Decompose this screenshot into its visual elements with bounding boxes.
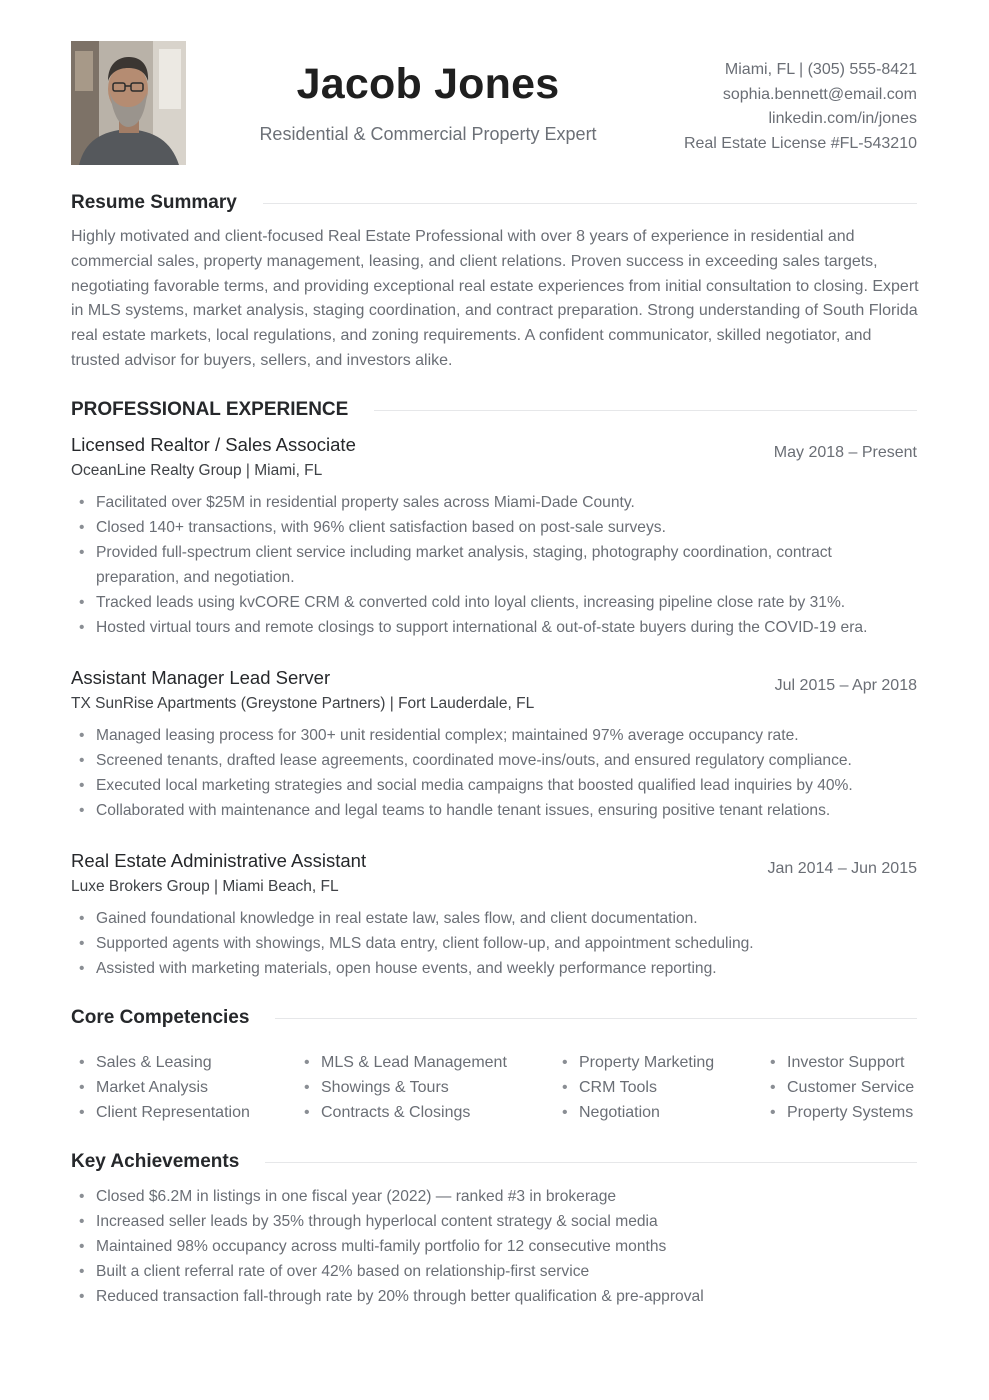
list-item: • Closed 140+ transactions, with 96% client satisfaction based on post-sale surveys.	[71, 515, 917, 540]
list-item: • Property Systems	[762, 1100, 914, 1125]
list-item: • Gained foundational knowledge in real estate law, sales flow, and client documentation.	[71, 906, 917, 931]
list-item: • Executed local marketing strategies and social media campaigns that boosted qualified lead inquiries by 40%.	[71, 773, 917, 798]
list-item: • Managed leasing process for 300+ unit residential complex; maintained 97% average occupancy rate.	[71, 723, 917, 748]
achievements-list	[71, 1184, 917, 1309]
candidate-name: Jacob Jones	[296, 60, 560, 108]
job-bullets	[71, 723, 917, 823]
list-item: • Closed $6.2M in listings in one fiscal year (2022) — ranked #3 in brokerage	[71, 1184, 917, 1209]
job-organization: Luxe Brokers Group | Miami Beach, FL	[71, 878, 339, 895]
list-item: • MLS & Lead Management	[296, 1050, 507, 1075]
list-item: • Client Representation	[71, 1100, 250, 1125]
competency-column	[762, 1050, 914, 1125]
list-item: • Collaborated with maintenance and legal teams to handle tenant issues, ensuring positive tenant relations.	[71, 798, 917, 823]
profile-photo	[71, 41, 186, 165]
list-item: • Hosted virtual tours and remote closings to support international & out-of-state buyers during the COVID-19 era.	[71, 615, 917, 640]
job-dates: Jan 2014 – Jun 2015	[767, 860, 917, 877]
list-item: • Facilitated over $25M in residential property sales across Miami-Dade County.	[71, 490, 917, 515]
experience-heading-row	[71, 399, 917, 421]
list-item: • Built a client referral rate of over 42% based on relationship-first service	[71, 1259, 917, 1284]
list-item: • Investor Support	[762, 1050, 914, 1075]
list-item: • Tracked leads using kvCORE CRM & converted cold into loyal clients, increasing pipeline close rate by 31%.	[71, 590, 917, 615]
competencies-heading-row	[71, 1007, 917, 1029]
list-item: • Screened tenants, drafted lease agreements, coordinated move-ins/outs, and ensured regulatory compliance.	[71, 748, 917, 773]
job-bullets	[71, 490, 917, 640]
job-bullets	[71, 906, 917, 981]
list-item: • Provided full-spectrum client service including market analysis, staging, photography coordination, contract preparation, and negotiation.	[71, 540, 917, 590]
divider	[263, 203, 917, 204]
job-title: Real Estate Administrative Assistant	[71, 850, 367, 871]
list-item: • Increased seller leads by 35% through hyperlocal content strategy & social media	[71, 1209, 917, 1234]
achievements-heading: Key Achievements	[71, 1151, 240, 1172]
candidate-tagline: Residential & Commercial Property Expert	[259, 124, 597, 144]
competency-column	[71, 1050, 250, 1125]
job-organization: TX SunRise Apartments (Greystone Partners) | Fort Lauderdale, FL	[71, 695, 535, 712]
list-item: • Customer Service	[762, 1075, 914, 1100]
job-entry	[71, 665, 917, 823]
divider	[265, 1162, 917, 1163]
job-title: Licensed Realtor / Sales Associate	[71, 434, 356, 455]
divider	[275, 1018, 917, 1019]
list-item: • Assisted with marketing materials, open house events, and weekly performance reporting.	[71, 956, 917, 981]
list-item: • CRM Tools	[554, 1075, 714, 1100]
competency-column	[296, 1050, 507, 1125]
contact-location-phone: Miami, FL | (305) 555-8421	[724, 61, 917, 78]
list-item: • Negotiation	[554, 1100, 714, 1125]
contact-email[interactable]: sophia.bennett@email.com	[722, 85, 917, 103]
competencies-heading: Core Competencies	[71, 1007, 250, 1028]
summary-heading: Resume Summary	[71, 192, 237, 213]
experience-heading: PROFESSIONAL EXPERIENCE	[71, 399, 349, 420]
contact-linkedin[interactable]: linkedin.com/in/jones	[768, 110, 917, 128]
job-dates: Jul 2015 – Apr 2018	[774, 677, 917, 694]
achievements-heading-row	[71, 1151, 917, 1173]
list-item: • Reduced transaction fall-through rate by 20% through better qualification & pre-approval	[71, 1284, 917, 1309]
summary-heading-row	[71, 192, 917, 214]
list-item: • Maintained 98% occupancy across multi-family portfolio for 12 consecutive months	[71, 1234, 917, 1259]
list-item: • Supported agents with showings, MLS data entry, client follow-up, and appointment scheduling.	[71, 931, 917, 956]
summary-text: Highly motivated and client-focused Real Estate Professional with over 8 years of experience in residential and commercial sales, property management, leasing, and client relations. Proven success in exceeding sales targets, negotiating favorable terms, and providing exceptional real estate experiences from initial consultation to closing. Expert in MLS systems, market analysis, staging coordination, and contract preparation. Strong understanding of South Florida real estate markets, local regulations, and zoning requirements. A confident communicator, skilled negotiator, and trusted advisor for buyers, sellers, and investors alike.	[71, 228, 919, 369]
list-item: • Sales & Leasing	[71, 1050, 250, 1075]
job-entry	[71, 848, 917, 981]
job-entry	[71, 432, 917, 640]
job-title: Assistant Manager Lead Server	[71, 667, 331, 688]
list-item: • Property Marketing	[554, 1050, 714, 1075]
job-organization: OceanLine Realty Group | Miami, FL	[71, 462, 323, 479]
contact-block	[684, 58, 917, 157]
competency-column	[554, 1050, 714, 1125]
list-item: • Market Analysis	[71, 1075, 250, 1100]
list-item: • Contracts & Closings	[296, 1100, 507, 1125]
job-dates: May 2018 – Present	[773, 444, 917, 461]
divider	[374, 410, 917, 411]
contact-license: Real Estate License #FL-543210	[683, 135, 917, 153]
list-item: • Showings & Tours	[296, 1075, 507, 1100]
